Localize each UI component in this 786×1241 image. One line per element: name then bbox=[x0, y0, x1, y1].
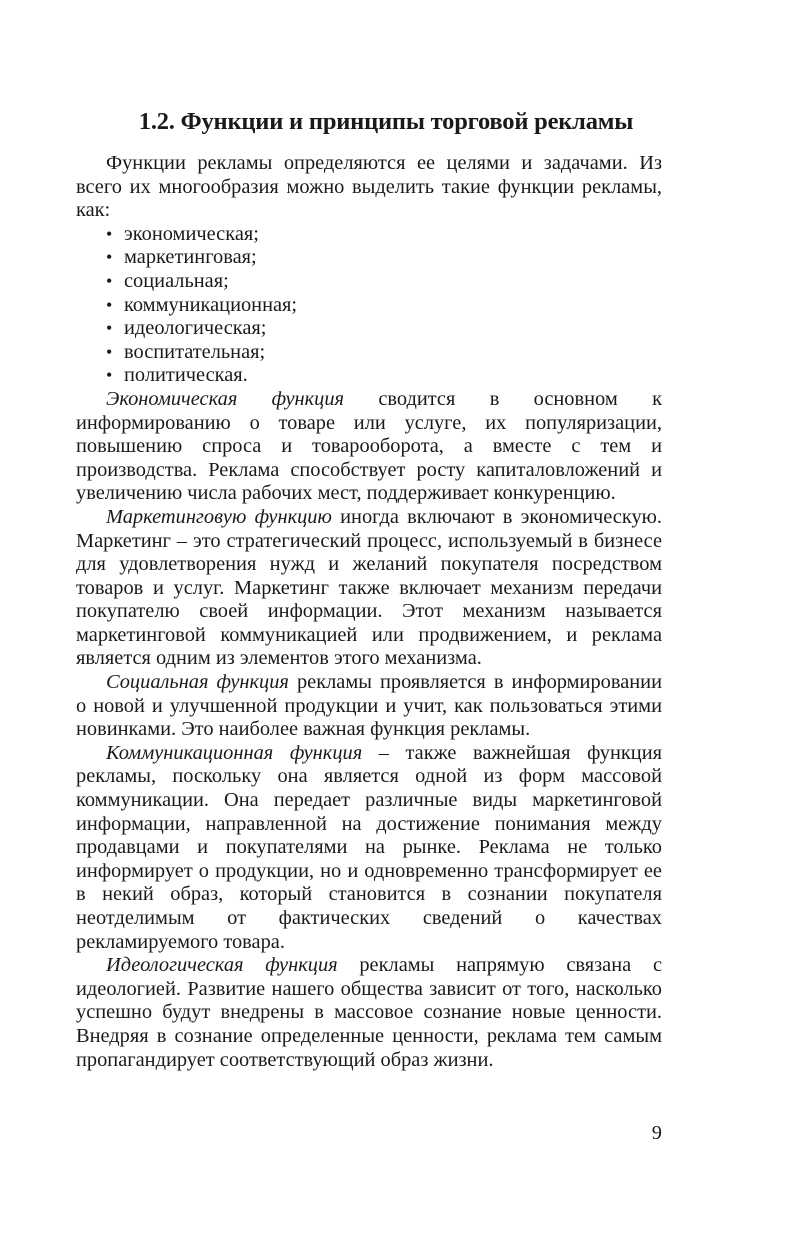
paragraph-text: сводится в основном к информированию о товаре или услуге, их популяризации, повышению спроса и товарооборота, а вместе с тем и производства. Реклама способствует росту капиталовложений и увеличению числа рабочих мест, поддерживает конкуренцию. bbox=[76, 387, 662, 505]
social-function-paragraph bbox=[76, 671, 662, 742]
paragraph-text: иногда включают в экономическую. Маркетинг – это стратегический процесс, используемый в бизнесе для удовлетворения нужд и желаний покупателя посредством товаров и услуг. Маркетинг также включает механизм передачи покупателю своей информации. Этот механизм называется маркетинговой коммуникацией или продвижением, и реклама является одним из элементов этого механизма. bbox=[76, 505, 662, 670]
list-item: • идеологическая; bbox=[106, 317, 662, 341]
ideological-function-paragraph bbox=[76, 954, 662, 1072]
list-item: • маркетинговая; bbox=[106, 246, 662, 270]
paragraph-term: Экономическая функция bbox=[106, 387, 345, 410]
paragraph-text: рекламы проявляется в информировании о новой и улучшенной продукции и учит, как пользоваться этими новинками. Это наиболее важная функция рекламы. bbox=[76, 671, 662, 741]
paragraph-term: Маркетинговую функцию bbox=[106, 505, 332, 528]
paragraph-text: – также важнейшая функция рекламы, поскольку она является одной из форм массовой коммуникации. Она передает различные виды маркетинговой информации, направленной на достижение понимания между продавцами и покупателями на рынке. Реклама не только информирует о продукции, но и одновременно трансформирует ее в некий образ, который становится в сознании покупателя неотделимым от фактических сведений о качествах рекламируемого товара. bbox=[76, 741, 662, 953]
list-item: • воспитательная; bbox=[106, 341, 662, 365]
section-body bbox=[76, 152, 662, 1072]
marketing-function-paragraph bbox=[76, 506, 662, 671]
paragraph-term: Социальная функция bbox=[106, 671, 289, 694]
list-item: • политическая. bbox=[106, 364, 662, 388]
list-item: • социальная; bbox=[106, 270, 662, 294]
intro-paragraph: Функции рекламы определяются ее целями и задачами. Из всего их многообразия можно выделить такие функции рекламы, как: bbox=[76, 152, 662, 222]
functions-list bbox=[76, 223, 662, 388]
list-item: • коммуникационная; bbox=[106, 294, 662, 318]
economic-function-paragraph bbox=[76, 388, 662, 506]
section-heading: 1.2. Функции и принципы торговой рекламы bbox=[138, 108, 634, 135]
paragraph-term: Коммуникационная функция bbox=[106, 741, 363, 764]
communication-function-paragraph bbox=[76, 742, 662, 954]
page-number: 9 bbox=[651, 1122, 662, 1144]
paragraph-term: Идеологическая функция bbox=[106, 954, 338, 977]
paragraph-text: рекламы напрямую связана с идеологией. Развитие нашего общества зависит от того, насколько успешно будут внедрены в массовое сознание новые ценности. Внедряя в сознание определенные ценности, реклама тем самым пропагандирует соответствующий образ жизни. bbox=[76, 954, 662, 1071]
list-item: • экономическая; bbox=[106, 223, 662, 247]
